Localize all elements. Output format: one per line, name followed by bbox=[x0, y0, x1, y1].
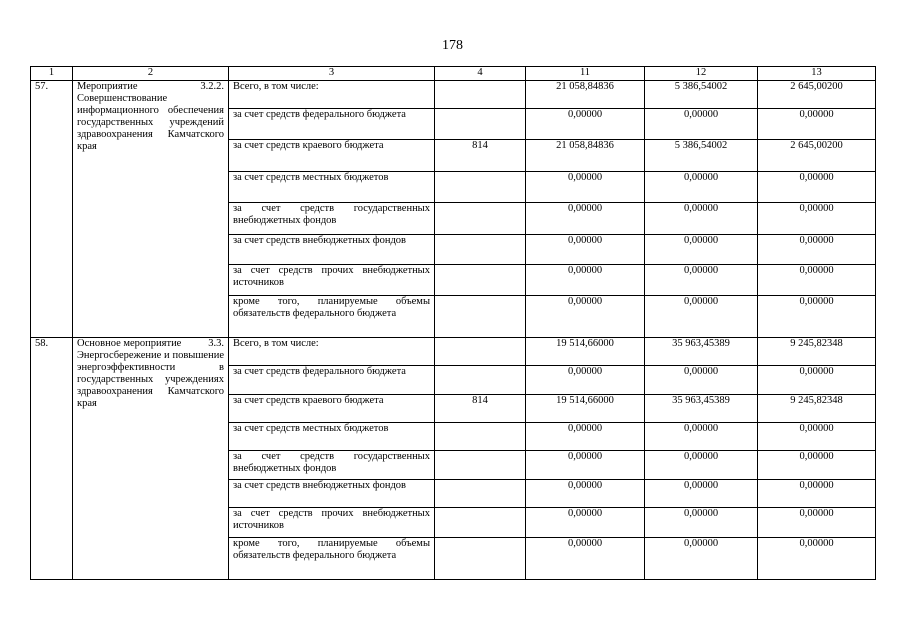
value-col-12: 35 963,45389 bbox=[645, 338, 758, 366]
budget-code bbox=[435, 172, 526, 203]
value-col-13: 0,00000 bbox=[758, 423, 876, 451]
value-col-12: 35 963,45389 bbox=[645, 395, 758, 423]
value-col-12: 0,00000 bbox=[645, 265, 758, 296]
value-col-13: 2 645,00200 bbox=[758, 81, 876, 109]
funding-source: кроме того, планируемые объемы обязательств федерального бюджета bbox=[229, 296, 435, 338]
row-number: 57. bbox=[31, 81, 73, 338]
value-col-12: 0,00000 bbox=[645, 235, 758, 265]
measure-title-rest: Совершенствование информационного обеспечения государственных учреждений здравоохранения Камчатского края bbox=[77, 93, 224, 152]
value-col-12: 0,00000 bbox=[645, 172, 758, 203]
value-col-13: 0,00000 bbox=[758, 109, 876, 140]
header-cell: 13 bbox=[758, 67, 876, 81]
header-cell: 12 bbox=[645, 67, 758, 81]
value-col-12: 0,00000 bbox=[645, 480, 758, 508]
value-col-13: 2 645,00200 bbox=[758, 140, 876, 172]
budget-code bbox=[435, 508, 526, 538]
value-col-13: 9 245,82348 bbox=[758, 338, 876, 366]
value-col-12: 5 386,54002 bbox=[645, 81, 758, 109]
value-col-11: 0,00000 bbox=[526, 366, 645, 395]
measure-description bbox=[73, 81, 229, 338]
funding-source: за счет средств государственных внебюджетных фондов bbox=[229, 203, 435, 235]
budget-code bbox=[435, 538, 526, 580]
value-col-13: 9 245,82348 bbox=[758, 395, 876, 423]
value-col-12: 5 386,54002 bbox=[645, 140, 758, 172]
budget-code bbox=[435, 81, 526, 109]
value-col-13: 0,00000 bbox=[758, 366, 876, 395]
value-col-11: 0,00000 bbox=[526, 172, 645, 203]
budget-code bbox=[435, 338, 526, 366]
value-col-12: 0,00000 bbox=[645, 538, 758, 580]
header-cell: 11 bbox=[526, 67, 645, 81]
header-cell: 2 bbox=[73, 67, 229, 81]
value-col-11: 0,00000 bbox=[526, 109, 645, 140]
table-body bbox=[31, 67, 876, 580]
value-col-12: 0,00000 bbox=[645, 451, 758, 480]
value-col-12: 0,00000 bbox=[645, 423, 758, 451]
measure-description bbox=[73, 338, 229, 580]
value-col-11: 19 514,66000 bbox=[526, 338, 645, 366]
budget-code bbox=[435, 366, 526, 395]
funding-source: кроме того, планируемые объемы обязательств федерального бюджета bbox=[229, 538, 435, 580]
value-col-13: 0,00000 bbox=[758, 508, 876, 538]
funding-source: Всего, в том числе: bbox=[229, 81, 435, 109]
funding-source: за счет средств прочих внебюджетных источников bbox=[229, 265, 435, 296]
measure-title-rest: Энергосбережение и повышение энергоэффективности в государственных учреждениях здравоохранения Камчатского края bbox=[77, 350, 224, 409]
value-col-13: 0,00000 bbox=[758, 172, 876, 203]
funding-source: Всего, в том числе: bbox=[229, 338, 435, 366]
header-cell: 4 bbox=[435, 67, 526, 81]
value-col-12: 0,00000 bbox=[645, 296, 758, 338]
measure-code: 3.3. bbox=[208, 338, 224, 349]
budget-code bbox=[435, 265, 526, 296]
value-col-13: 0,00000 bbox=[758, 451, 876, 480]
table-row bbox=[31, 338, 876, 366]
funding-source: за счет средств внебюджетных фондов bbox=[229, 480, 435, 508]
value-col-11: 0,00000 bbox=[526, 265, 645, 296]
value-col-12: 0,00000 bbox=[645, 109, 758, 140]
value-col-11: 0,00000 bbox=[526, 451, 645, 480]
value-col-13: 0,00000 bbox=[758, 265, 876, 296]
funding-source: за счет средств федерального бюджета bbox=[229, 109, 435, 140]
value-col-12: 0,00000 bbox=[645, 508, 758, 538]
header-cell: 3 bbox=[229, 67, 435, 81]
value-col-13: 0,00000 bbox=[758, 203, 876, 235]
budget-code bbox=[435, 423, 526, 451]
funding-source: за счет средств краевого бюджета bbox=[229, 395, 435, 423]
value-col-11: 0,00000 bbox=[526, 296, 645, 338]
budget-code bbox=[435, 109, 526, 140]
measure-title-start: Основное мероприятие bbox=[77, 338, 182, 349]
measure-title-start: Мероприятие bbox=[77, 81, 138, 92]
value-col-11: 0,00000 bbox=[526, 480, 645, 508]
value-col-13: 0,00000 bbox=[758, 480, 876, 508]
value-col-13: 0,00000 bbox=[758, 538, 876, 580]
budget-code bbox=[435, 235, 526, 265]
funding-source: за счет средств местных бюджетов bbox=[229, 423, 435, 451]
budget-code bbox=[435, 451, 526, 480]
funding-source: за счет средств государственных внебюджетных фондов bbox=[229, 451, 435, 480]
budget-code bbox=[435, 296, 526, 338]
budget-table bbox=[30, 66, 876, 580]
value-col-11: 19 514,66000 bbox=[526, 395, 645, 423]
budget-code: 814 bbox=[435, 140, 526, 172]
value-col-12: 0,00000 bbox=[645, 203, 758, 235]
value-col-12: 0,00000 bbox=[645, 366, 758, 395]
value-col-11: 0,00000 bbox=[526, 423, 645, 451]
value-col-11: 21 058,84836 bbox=[526, 81, 645, 109]
measure-code: 3.2.2. bbox=[200, 81, 224, 92]
funding-source: за счет средств федерального бюджета bbox=[229, 366, 435, 395]
header-cell: 1 bbox=[31, 67, 73, 81]
value-col-11: 0,00000 bbox=[526, 508, 645, 538]
budget-code: 814 bbox=[435, 395, 526, 423]
value-col-11: 21 058,84836 bbox=[526, 140, 645, 172]
table-row bbox=[31, 81, 876, 109]
funding-source: за счет средств прочих внебюджетных источников bbox=[229, 508, 435, 538]
budget-code bbox=[435, 203, 526, 235]
value-col-11: 0,00000 bbox=[526, 203, 645, 235]
funding-source: за счет средств краевого бюджета bbox=[229, 140, 435, 172]
value-col-13: 0,00000 bbox=[758, 296, 876, 338]
page-number: 178 bbox=[442, 38, 463, 53]
value-col-11: 0,00000 bbox=[526, 235, 645, 265]
row-number: 58. bbox=[31, 338, 73, 580]
value-col-11: 0,00000 bbox=[526, 538, 645, 580]
header-row bbox=[31, 67, 876, 81]
budget-code bbox=[435, 480, 526, 508]
value-col-13: 0,00000 bbox=[758, 235, 876, 265]
funding-source: за счет средств внебюджетных фондов bbox=[229, 235, 435, 265]
funding-source: за счет средств местных бюджетов bbox=[229, 172, 435, 203]
